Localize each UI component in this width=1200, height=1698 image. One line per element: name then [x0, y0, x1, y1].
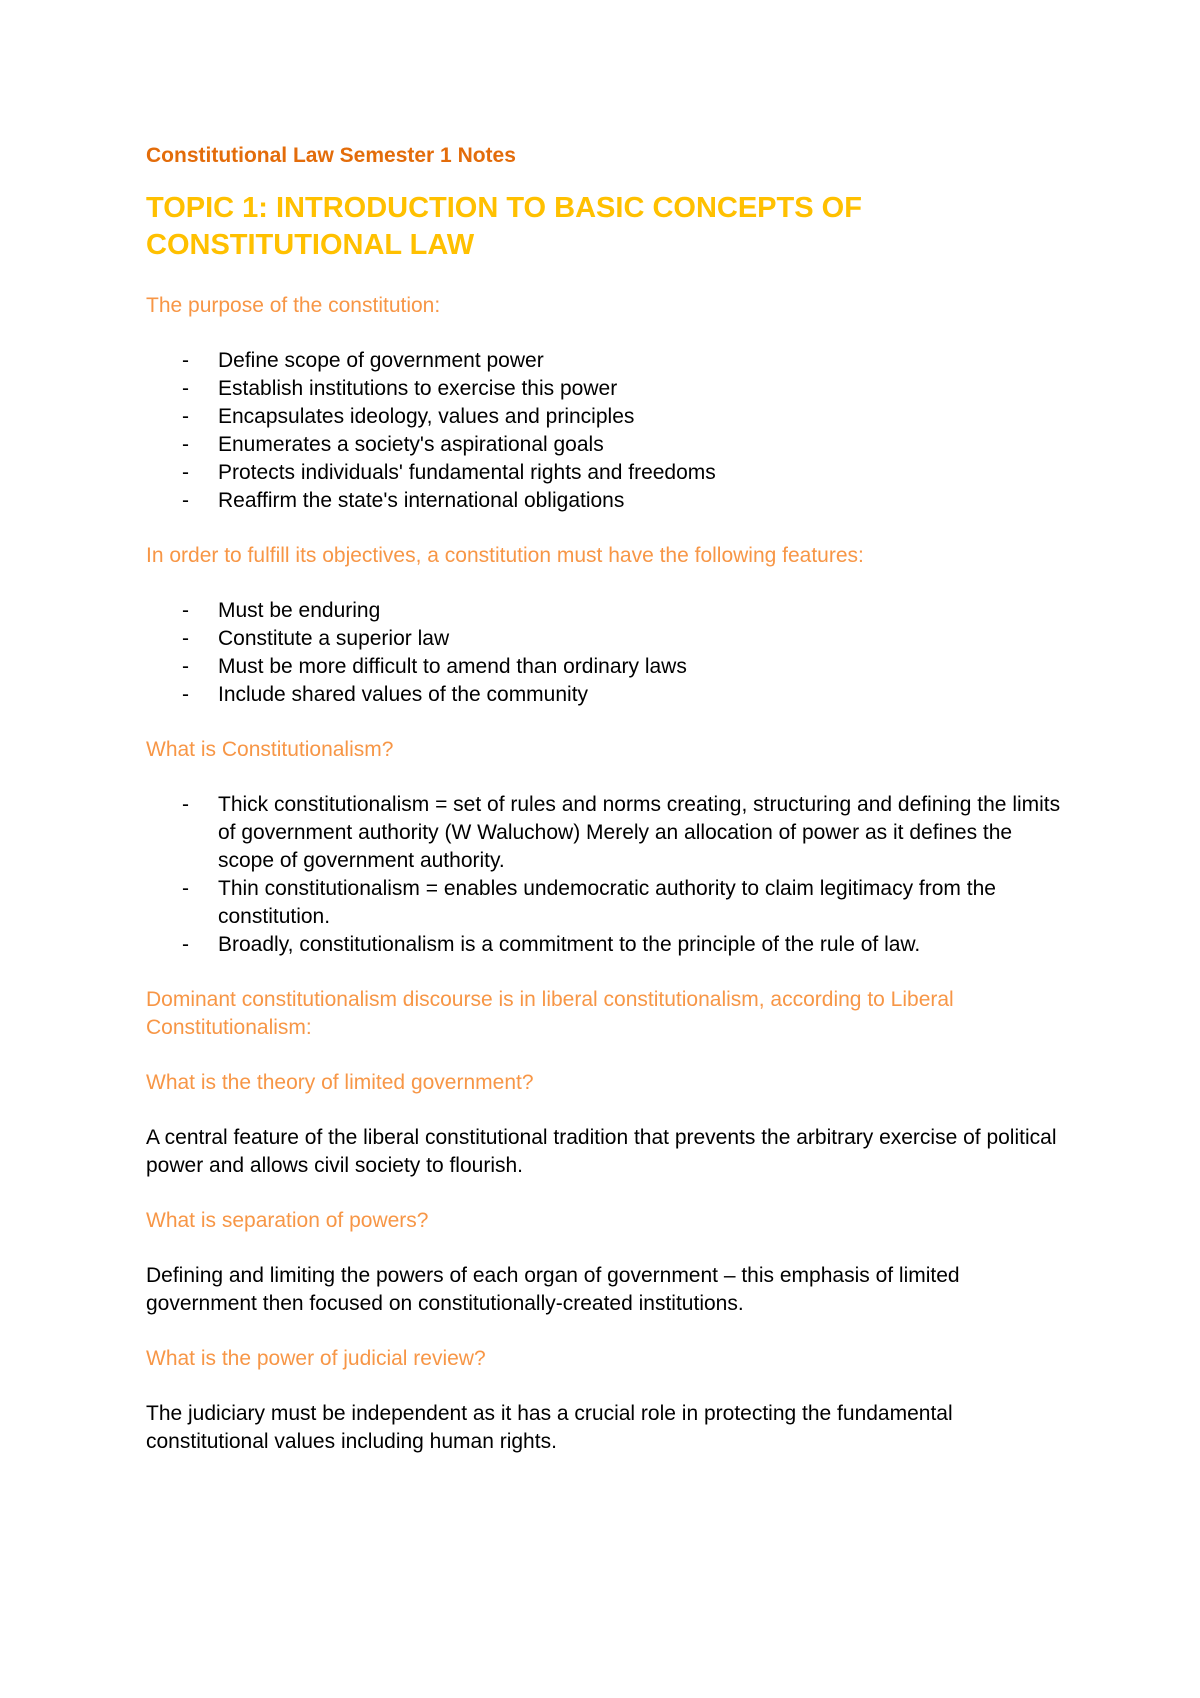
- dash-marker: -: [182, 461, 189, 484]
- document-page: [146, 142, 1066, 1456]
- dash-marker: -: [182, 349, 189, 372]
- judicial-review-text: The judiciary must be independent as it has a crucial role in protecting the fundamental constitutional values including human rights.: [146, 1402, 953, 1453]
- dash-marker: -: [182, 655, 189, 678]
- topic-heading: TOPIC 1: INTRODUCTION TO BASIC CONCEPTS OF CONSTITUTIONAL LAW: [146, 192, 862, 261]
- list-item: - Thick constitutionalism = set of rules and norms creating, structuring and defining the limits of government authority (W Waluchow) Merely an allocation of power as it defines the scope of government authority.: [182, 793, 1061, 872]
- limited-government-heading: What is the theory of limited government?: [146, 1071, 534, 1094]
- list-item: - Protects individuals' fundamental rights and freedoms: [146, 459, 1066, 487]
- list-item: - Define scope of government power: [146, 347, 1066, 375]
- list-item: - Must be enduring: [146, 597, 1066, 625]
- dash-marker: -: [182, 627, 189, 650]
- list-item: - Constitute a superior law: [146, 625, 1066, 653]
- list-item: - Must be more difficult to amend than ordinary laws: [146, 653, 1066, 681]
- dash-marker: -: [182, 405, 189, 428]
- dash-marker: -: [182, 377, 189, 400]
- dash-marker: -: [182, 877, 189, 900]
- list-item: - Broadly, constitutionalism is a commitment to the principle of the rule of law.: [146, 931, 1066, 959]
- judicial-review-heading: What is the power of judicial review?: [146, 1347, 486, 1370]
- limited-government-text: A central feature of the liberal constitutional tradition that prevents the arbitrary exercise of political power and allows civil society to flourish.: [146, 1126, 1057, 1177]
- dash-marker: -: [182, 793, 189, 816]
- constitutionalism-list: [146, 791, 1066, 959]
- dash-marker: -: [182, 599, 189, 622]
- list-item: - Enumerates a society's aspirational goals: [146, 431, 1066, 459]
- dash-marker: -: [182, 683, 189, 706]
- constitutionalism-heading: What is Constitutionalism?: [146, 738, 394, 761]
- liberal-constitutionalism-heading: Dominant constitutionalism discourse is in liberal constitutionalism, according to Liberal Constitutionalism:: [146, 988, 954, 1039]
- purpose-heading: The purpose of the constitution:: [146, 294, 441, 317]
- dash-marker: -: [182, 933, 189, 956]
- list-item: - Include shared values of the community: [146, 681, 1066, 709]
- dash-marker: -: [182, 489, 189, 512]
- features-heading: In order to fulfill its objectives, a constitution must have the following features:: [146, 544, 864, 567]
- list-item: - Encapsulates ideology, values and principles: [146, 403, 1066, 431]
- separation-of-powers-heading: What is separation of powers?: [146, 1209, 429, 1232]
- separation-of-powers-text: Defining and limiting the powers of each organ of government – this emphasis of limited government then focused on constitutionally-created institutions.: [146, 1264, 960, 1315]
- list-item: - Reaffirm the state's international obligations: [146, 487, 1066, 515]
- purpose-list: [146, 347, 1066, 515]
- list-item: - Establish institutions to exercise this power: [146, 375, 1066, 403]
- document-title: Constitutional Law Semester 1 Notes: [146, 144, 516, 167]
- features-list: [146, 597, 1066, 709]
- list-item: - Thin constitutionalism = enables undemocratic authority to claim legitimacy from the constitution.: [182, 877, 996, 928]
- dash-marker: -: [182, 433, 189, 456]
